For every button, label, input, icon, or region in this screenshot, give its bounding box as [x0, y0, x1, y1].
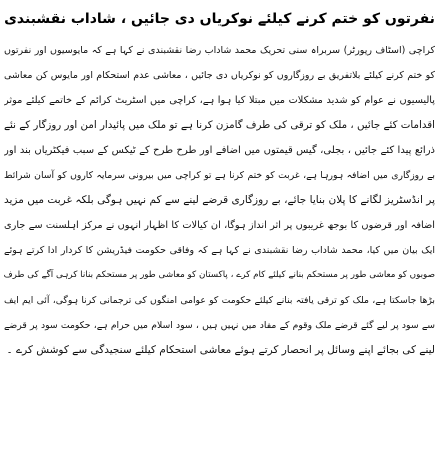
- news-article: [4, 0, 435, 457]
- article-line: صوبوں کو معاشی طور پر مستحکم بنانے کیلئے کام کرے ، پاکستان کو معاشی طور پر مستحکم بنانا کرہی آگے کی طرف: [4, 270, 435, 280]
- article-line: اقدامات کئے جائیں ، ملک کو ترقی کی طرف گامزن کرنا ہے تو ملک میں پائیدار امن اور روزگار کے نئے: [4, 119, 435, 131]
- article-line: اضافہ اور قرضوں کا بوجھ غریبوں پر اثر انداز ہوگا، ان کیالات کا اظہار انہوں نے مرکز اہلسنت سے جاری: [4, 220, 435, 231]
- article-body: [4, 38, 435, 363]
- article-line: سے سود پر لیے گئے قرضے ملک وقوم کے مفاد میں نہیں ہیں ، سود اسلام میں حرام ہے، حکومت سود پر قرضے: [4, 320, 435, 331]
- article-line: بڑھا جاسکتا ہے، ملک کو ترقی یافتہ بنانے کیلئے حکومت کو عوامی امنگوں کی ترجمانی کرنا ہوگی، آئی ایم ایف: [4, 295, 435, 306]
- article-line: ایک بیان میں کیا، محمد شاداب رضا نقشبندی نے کہا ہے کہ وفاقی حکومت فیڈریشن کا کردار ادا کرتے ہوئے: [4, 245, 435, 256]
- article-line: بے روزگاری میں اضافہ ہورہا ہے، غربت کو ختم کرنا ہے تو کراچی میں بیرونی سرمایہ کاروں کو آسان شرائط: [4, 170, 435, 181]
- article-line: ذرائع پیدا کئے جائیں ، بجلی، گیس قیمتوں میں اضافے اور طرح طرح کے ٹیکس کے سبب فیکٹریاں بند اور: [4, 145, 435, 156]
- article-headline: نفرتوں کو ختم کرنے کیلئے نوکریاں دی جائیں ، شاداب نقشبندی: [4, 11, 435, 27]
- article-line: کراچی (اسٹاف رپورٹر) سربراہ سنی تحریک محمد شاداب رضا نقشبندی نے کہا ہے کہ مایوسیوں اور نفرتوں: [4, 45, 435, 56]
- article-line: لینے کی بجائے اپنے وسائل پر انحصار کرتے ہوئے معاشی استحکام کیلئے سنجیدگی سے کوشش کرے ۔: [6, 344, 435, 356]
- article-line: پر انڈسٹریز لگانے کا پلان بنایا جائے، بے روزگاری قرضے لینے سے کم نہیں ہوگی بلکہ غربت میں مزید: [4, 194, 435, 206]
- article-line: کو ختم کرنے کیلئے بلاتفریق بے روزگاروں کو نوکریاں دی جائیں ، معاشی عدم استحکام اور مایوس کن معاشی: [4, 70, 435, 81]
- article-line: پالیسیوں نے عوام کو شدید مشکلات میں مبتلا کیا ہوا ہے، کراچی میں اسٹریٹ کرائم کے خاتمے کیلئے موثر: [4, 95, 435, 106]
